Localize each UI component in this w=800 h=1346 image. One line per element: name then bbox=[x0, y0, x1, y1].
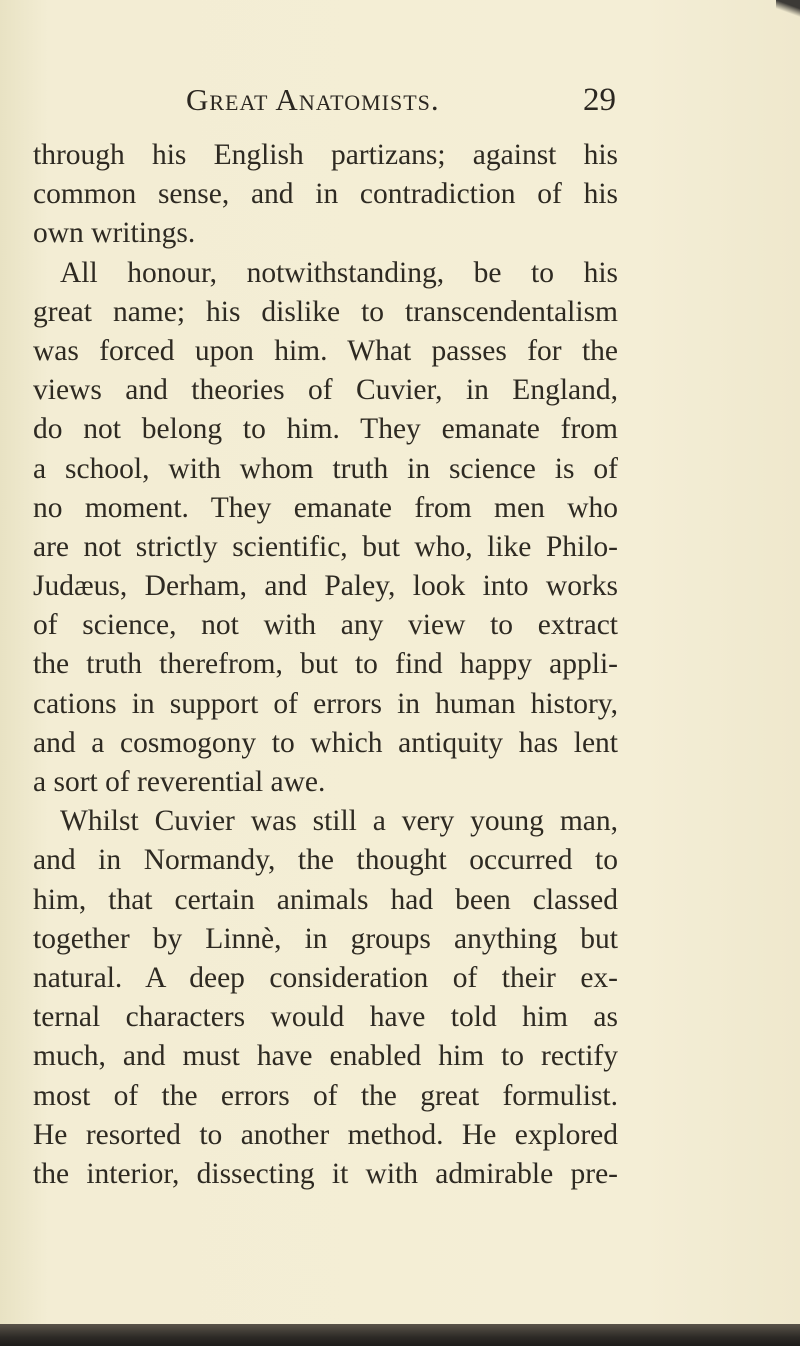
text-line: He resorted to another method. He explored bbox=[33, 1118, 618, 1151]
text-line: a school, with whom truth in science is of bbox=[33, 452, 618, 485]
text-line: together by Linnè, in groups anything but bbox=[33, 922, 618, 955]
text-line: ternal characters would have told him as bbox=[33, 1001, 618, 1034]
page-number: 29 bbox=[583, 82, 616, 118]
text-line: cations in support of errors in human history, bbox=[33, 687, 618, 720]
running-header bbox=[186, 82, 616, 122]
text-line: Judæus, Derham, and Paley, look into works bbox=[33, 570, 618, 603]
text-line: Whilst Cuvier was still a very young man, bbox=[60, 805, 618, 838]
text-line: the truth therefrom, but to find happy appli- bbox=[33, 648, 618, 681]
text-line: common sense, and in contradiction of his bbox=[33, 178, 618, 211]
body-text bbox=[33, 136, 618, 1194]
text-line: are not strictly scientific, but who, like Philo- bbox=[33, 530, 618, 563]
running-title: Great Anatomists. bbox=[186, 82, 440, 117]
text-line: no moment. They emanate from men who bbox=[33, 491, 618, 524]
text-line: All honour, notwithstanding, be to his bbox=[60, 256, 618, 289]
text-line: the interior, dissecting it with admirable pre- bbox=[33, 1157, 618, 1190]
text-line: and a cosmogony to which antiquity has lent bbox=[33, 726, 618, 759]
text-line: him, that certain animals had been classed bbox=[33, 883, 618, 916]
page-corner-shadow bbox=[776, 0, 800, 20]
text-line: a sort of reverential awe. bbox=[33, 766, 326, 798]
text-line: most of the errors of the great formulist. bbox=[33, 1079, 618, 1112]
text-line: great name; his dislike to transcendentalism bbox=[33, 295, 618, 328]
text-line: own writings. bbox=[33, 217, 196, 250]
text-line: and in Normandy, the thought occurred to bbox=[33, 844, 618, 877]
text-line: much, and must have enabled him to rectify bbox=[33, 1040, 618, 1073]
text-line: through his English partizans; against his bbox=[33, 139, 618, 171]
page-bottom-edge bbox=[0, 1324, 800, 1346]
text-line: views and theories of Cuvier, in England, bbox=[33, 374, 618, 407]
text-line: natural. A deep consideration of their ex- bbox=[33, 961, 618, 994]
text-line: of science, not with any view to extract bbox=[33, 609, 618, 642]
text-line: was forced upon him. What passes for the bbox=[33, 334, 618, 367]
text-line: do not belong to him. They emanate from bbox=[33, 413, 618, 446]
